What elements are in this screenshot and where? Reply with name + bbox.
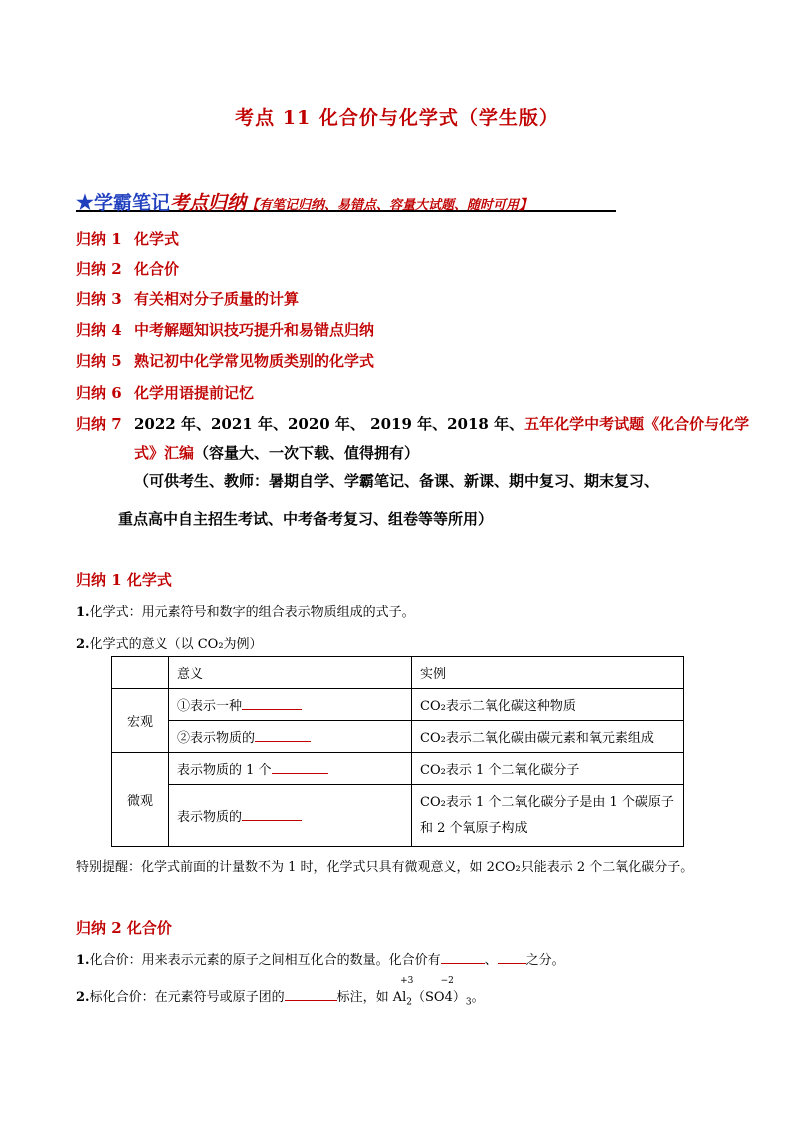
paragraph: 2.化学式的意义（以 CO₂为例） xyxy=(76,637,263,652)
special-reminder: 特别提醒：化学式前面的计量数不为 1 时，化学式只具有微观意义，如 2CO₂只能表示 2 个二氧化碳分子。 xyxy=(76,860,694,875)
micro-label: 微观 xyxy=(112,753,169,847)
banner-brand: 学霸笔记 xyxy=(93,192,170,214)
star-icon: ★ xyxy=(76,190,94,214)
banner-topic: 考点归纳 xyxy=(169,192,246,214)
section-heading: 归纳 1 化学式 xyxy=(76,571,172,589)
toc-item: 归纳 3 有关相对分子质量的计算 xyxy=(76,290,300,308)
fill-blank xyxy=(272,773,328,774)
fill-blank xyxy=(255,741,311,742)
formula-meaning-table xyxy=(111,656,684,847)
paragraph: 1.化合价：用来表示元素的原子之间相互化合的数量。化合价有 、 之分。 xyxy=(76,953,565,968)
toc-item: 归纳 2 化合价 xyxy=(76,260,180,278)
page-title: 考点 11 化合价与化学式（学生版） xyxy=(235,107,559,129)
table-row: 微观 表示物质的 1 个 CO₂表示 1 个二氧化碳分子 xyxy=(112,753,684,785)
banner-tagline: 【有笔记归纳、易错点、容量大试题、随时可用】 xyxy=(245,198,532,213)
toc-item-continued: 式》汇编（容量大、一次下载、值得拥有） xyxy=(134,444,420,462)
paragraph: 2.标化合价：在元素符号或原子团的 标注，如 A +3 $l_2(SO$ −2 $4)_3$。 xyxy=(76,976,485,1008)
table-row: 宏观 ①表示一种 CO₂表示二氧化碳这种物质 xyxy=(112,689,684,721)
fill-blank xyxy=(498,963,526,964)
macro-label: 宏观 xyxy=(112,689,169,753)
fill-blank xyxy=(285,1000,337,1001)
fill-blank xyxy=(242,709,302,710)
toc-item: 归纳 4 中考解题知识技巧提升和易错点归纳 xyxy=(76,321,375,339)
toc-usage-note: （可供考生、教师：暑期自学、学霸笔记、备课、新课、期中复习、期末复习、 xyxy=(134,472,660,490)
fill-blank xyxy=(441,963,485,964)
toc-item: 归纳 7 2022 年、2021 年、2020 年、 2019 年、2018 年、五年化学中考试题《化合价与化学 xyxy=(76,415,750,433)
toc-item: 归纳 1 化学式 xyxy=(76,230,180,248)
table-row: ②表示物质的 CO₂表示二氧化碳由碳元素和氧元素组成 xyxy=(112,721,684,753)
section-heading: 归纳 2 化合价 xyxy=(76,919,172,937)
table-header-row: 意义 实例 xyxy=(112,657,684,689)
toc-usage-note: 重点高中自主招生考试、中考备考复习、组卷等等所用） xyxy=(118,510,494,528)
paragraph: 1.化学式：用元素符号和数字的组合表示物质组成的式子。 xyxy=(76,605,415,620)
table-row: 表示物质的 CO₂表示 1 个二氧化碳分子是由 1 个碳原子 和 2 个氧原子构成 xyxy=(112,785,684,847)
fill-blank xyxy=(242,820,302,821)
toc-item: 归纳 6 化学用语提前记忆 xyxy=(76,384,255,402)
toc-item: 归纳 5 熟记初中化学常见物质类别的化学式 xyxy=(76,352,375,370)
notes-banner xyxy=(76,188,616,212)
